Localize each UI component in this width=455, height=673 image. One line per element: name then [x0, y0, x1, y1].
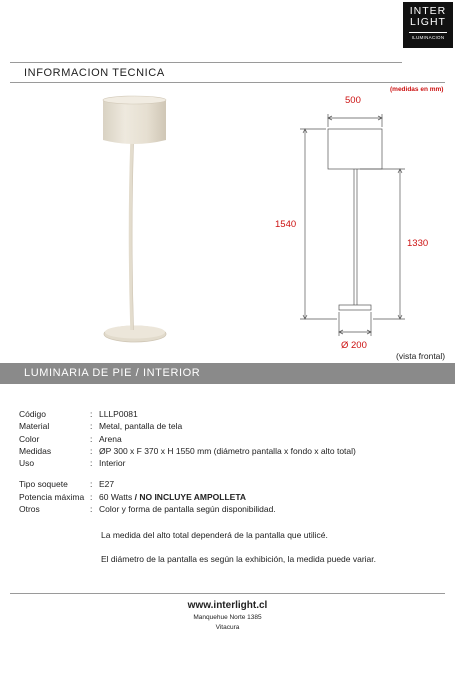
units-note: (medidas en mm): [390, 86, 444, 93]
spec-label: Medidas: [19, 445, 52, 456]
category-band: [0, 363, 455, 384]
no-bulb-warning: NO INCLUYE AMPOLLETA: [139, 491, 247, 502]
lamp-shade: [103, 96, 166, 144]
spec-value: ØP 300 x F 370 x H 1550 mm (diámetro pantalla x fondo x alto total): [99, 445, 356, 456]
spec-value: E27: [99, 479, 115, 490]
drawing-base: [339, 305, 371, 310]
spec-list: [19, 408, 356, 515]
spec-label: Otros: [19, 504, 40, 515]
spec-separator: :: [90, 433, 93, 444]
website-link[interactable]: www.interlight.cl: [187, 600, 268, 611]
product-category: LUMINARIA DE PIE / INTERIOR: [24, 367, 201, 379]
note-shade-diameter: El diámetro de la pantalla es según la exhibición, la medida puede variar.: [101, 554, 377, 564]
spec-value: Arena: [99, 433, 122, 444]
footer-line: [10, 593, 445, 594]
spec-separator: :: [90, 409, 93, 419]
spec-separator: :: [90, 421, 93, 432]
logo-text-line2: LIGHT: [410, 16, 446, 28]
lamp-stem: [131, 142, 133, 330]
spec-row-material: [19, 420, 356, 432]
spec-value: Interior: [99, 458, 126, 469]
spec-label: Uso: [19, 458, 35, 469]
spec-row-otros: [19, 503, 356, 515]
spec-row-potencia: [19, 491, 356, 503]
dim-total-height: 1540: [275, 219, 297, 230]
spec-value: Color y forma de pantalla según disponibilidad.: [99, 504, 276, 515]
spec-row-medidas: [19, 445, 356, 457]
spec-label: Color: [19, 433, 40, 444]
drawing-shade: [328, 129, 382, 169]
view-label: (vista frontal): [396, 351, 446, 361]
header-top-line: [10, 62, 402, 63]
spec-row-color: [19, 433, 356, 445]
spec-label: Potencia máxima: [19, 491, 85, 502]
lamp-illustration: [95, 92, 185, 347]
spec-separator: :: [90, 491, 93, 502]
lamp-base: [104, 326, 166, 343]
technical-drawing: [290, 100, 410, 350]
spec-separator: :: [90, 445, 93, 456]
dim-base-diameter: Ø 200: [341, 340, 367, 351]
spec-row-codigo: [19, 408, 356, 420]
spec-label: Material: [19, 421, 50, 432]
spec-label: Tipo soquete: [19, 479, 68, 490]
spec-separator: :: [90, 479, 93, 490]
interlight-logo: [403, 2, 453, 48]
spec-row-tipo-soquete: [19, 478, 356, 490]
dim-stem-height: 1330: [407, 238, 429, 249]
spec-separator: :: [90, 458, 93, 469]
spec-separator: :: [90, 504, 93, 515]
note-total-height: La medida del alto total dependerá de la pantalla que utilicé.: [101, 530, 328, 540]
spec-row-uso: [19, 457, 356, 469]
logo-text-line3: ILUMINACION: [409, 32, 447, 40]
header-bottom-line: [10, 82, 445, 83]
spec-label: Código: [19, 409, 46, 419]
spec-value: Metal, pantalla de tela: [99, 421, 183, 432]
address-city: Vitacura: [215, 624, 240, 631]
section-title-info: INFORMACION TECNICA: [24, 67, 165, 79]
address-street: Manquehue Norte 1385: [193, 614, 262, 621]
dim-shade-width: 500: [345, 95, 361, 106]
logo-text-line1: INTER: [409, 5, 447, 17]
spec-value: 60 Watts / NO INCLUYE AMPOLLETA: [99, 491, 247, 502]
spec-value: LLLP0081: [99, 409, 138, 419]
